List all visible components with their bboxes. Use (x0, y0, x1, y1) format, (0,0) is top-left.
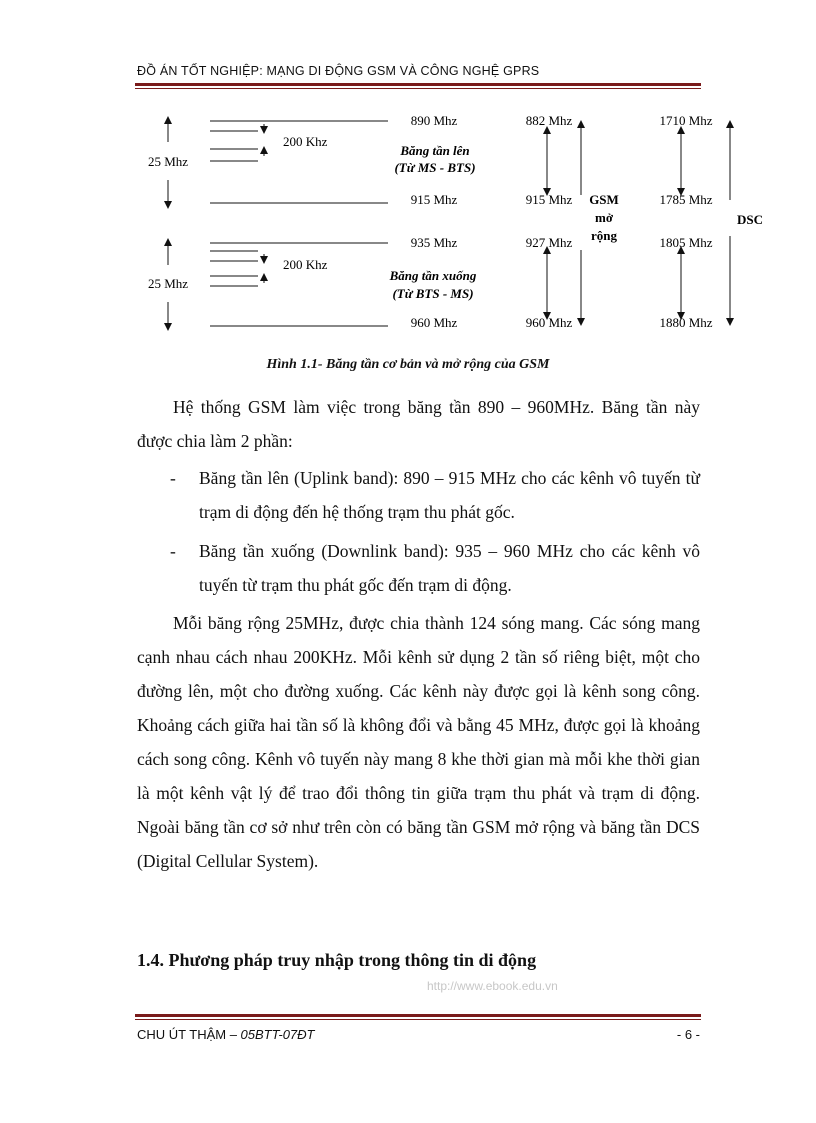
downlink-band-direction: (Từ BTS - MS) (392, 286, 474, 301)
dcs-freq-3: 1805 Mhz (659, 235, 713, 250)
gsm-ext-freq-2: 915 Mhz (525, 192, 573, 207)
intro-paragraph: Hệ thống GSM làm việc trong băng tần 890 – 960MHz. Băng tần này được chia làm 2 phần: (137, 397, 700, 451)
gsm-ext-freq-3: 927 Mhz (525, 235, 573, 250)
dcs-freq-4: 1880 Mhz (659, 315, 713, 330)
gsm-ext-label-line1: GSM (589, 192, 619, 207)
uplink-spacing-label: 200 Khz (283, 134, 328, 149)
bullet-text: Băng tần lên (Uplink band): 890 – 915 MHz cho các kênh vô tuyến từ trạm di động đến hệ thống trạm thu phát gốc. (199, 468, 700, 522)
dcs-freq-2: 1785 Mhz (659, 192, 713, 207)
gsm-ext-freq-4: 960 Mhz (525, 315, 573, 330)
watermark-url: http://www.ebook.edu.vn (427, 979, 558, 993)
downlink-band-title: Băng tần xuống (389, 268, 477, 283)
figure-caption: Hình 1.1- Băng tần cơ bản và mở rộng của GSM (266, 357, 550, 372)
bullet-dash: - (170, 541, 176, 561)
gsm-extended-arrows (547, 124, 581, 322)
bullet-item-downlink (170, 534, 700, 602)
bullet-text: Băng tần xuống (Downlink band): 935 – 960 MHz cho các kênh vô tuyến từ trạm thu phát gốc đến trạm di động. (199, 541, 700, 595)
body-paragraph: Mỗi băng rộng 25MHz, được chia thành 124 sóng mang. Các sóng mang cạnh nhau cách nhau 200KHz. Mỗi kênh sử dụng 2 tần số riêng biệt, một cho đường lên, một cho đường xuống. Các kênh này được gọi là kênh song công. Khoảng cách giữa hai tần số là không đổi và bằng 45 MHz, được gọi là khoảng cách song công. Kênh vô tuyến này mang 8 khe thời gian mà mỗi khe thời gian là một kênh vật lý để trao đổi thông tin giữa trạm thu phát và trạm di động. Ngoài băng tần cơ sở như trên còn có băng tần GSM mở rộng và băng tần DCS (Digital Cellular System). (137, 613, 700, 871)
footer-rule-thick (135, 1014, 701, 1017)
downlink-width-label: 25 Mhz (148, 276, 189, 291)
footer-author-name: CHU ÚT THẬM – (137, 1027, 237, 1042)
gsm-ext-label-line3: rộng (591, 228, 617, 243)
footer-author (137, 1027, 314, 1042)
downlink-start-freq: 935 Mhz (410, 235, 458, 250)
uplink-width-label: 25 Mhz (148, 154, 189, 169)
uplink-end-freq: 915 Mhz (410, 192, 458, 207)
dcs-freq-1: 1710 Mhz (659, 113, 713, 128)
section-heading: 1.4. Phương pháp truy nhập trong thông tin di động (137, 950, 537, 970)
dcs-arrows (681, 124, 730, 322)
footer-rule-thin (135, 1019, 701, 1020)
page-number: - 6 - (676, 1027, 700, 1042)
footer-student-code: 05BTT-07ĐT (240, 1027, 315, 1042)
uplink-start-freq: 890 Mhz (410, 113, 458, 128)
bullet-dash: - (170, 468, 176, 488)
page-header-title: ĐỒ ÁN TỐT NGHIỆP: MẠNG DI ĐỘNG GSM VÀ CÔNG NGHỆ GPRS (137, 64, 540, 78)
gsm-ext-freq-1: 882 Mhz (525, 113, 573, 128)
downlink-spacing-label: 200 Khz (283, 257, 328, 272)
uplink-band-direction: (Từ MS - BTS) (394, 160, 476, 175)
gsm-ext-label-line2: mở (594, 210, 614, 225)
bullet-item-uplink (170, 461, 700, 529)
downlink-end-freq: 960 Mhz (410, 315, 458, 330)
dcs-label: DSC (736, 212, 764, 227)
uplink-band-title: Băng tần lên (400, 143, 470, 158)
frequency-band-diagram (0, 0, 816, 350)
downlink-band-lines (210, 243, 388, 326)
